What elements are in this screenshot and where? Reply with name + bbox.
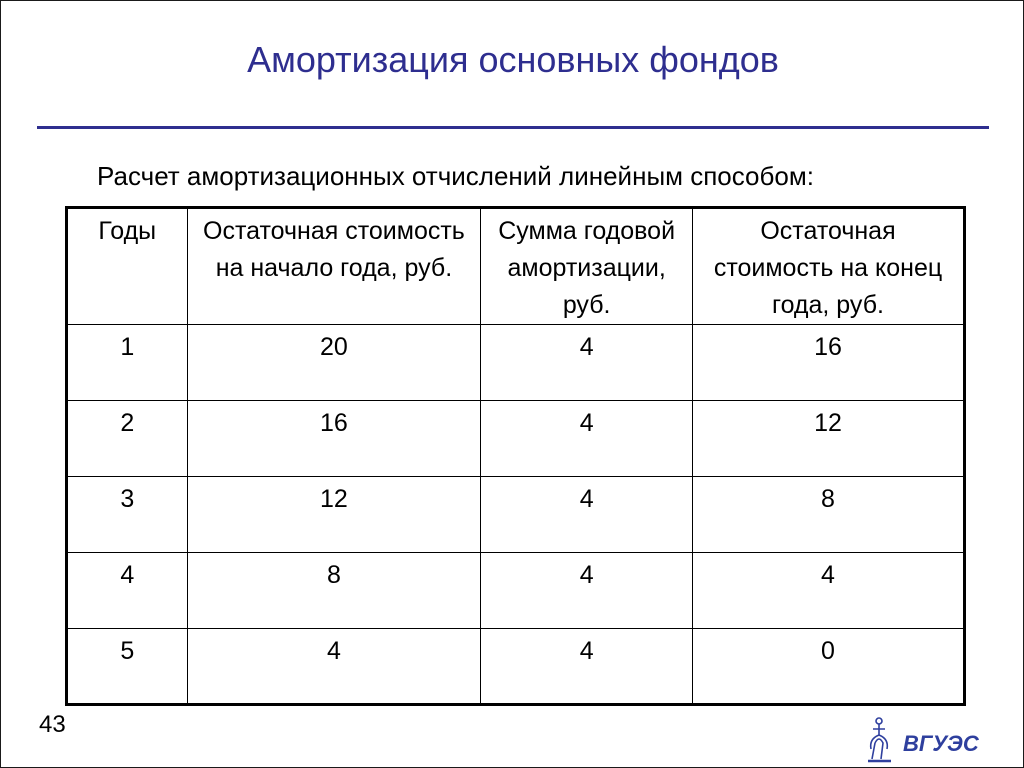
cell-end-value: 8 (692, 477, 964, 553)
cell-annual-depreciation: 4 (481, 477, 693, 553)
table-row (67, 553, 965, 629)
cell-annual-depreciation: 4 (481, 401, 693, 477)
cell-end-value: 0 (692, 629, 964, 705)
table-row (67, 477, 965, 553)
cell-start-value: 8 (187, 553, 481, 629)
vguies-logo (863, 713, 993, 765)
cell-start-value: 16 (187, 401, 481, 477)
cell-annual-depreciation: 4 (481, 553, 693, 629)
table-row (67, 401, 965, 477)
cell-end-value: 12 (692, 401, 964, 477)
cell-year: 5 (67, 629, 188, 705)
cell-end-value: 16 (692, 325, 964, 401)
cell-year: 2 (67, 401, 188, 477)
page-number: 43 (39, 711, 66, 738)
cell-year: 4 (67, 553, 188, 629)
header-annual-depreciation: Сумма годовой амортизации, руб. (481, 208, 693, 325)
university-emblem-icon (868, 718, 891, 761)
title-divider (37, 126, 989, 129)
header-start-value: Остаточная стоимость на начало года, руб. (187, 208, 481, 325)
table-row (67, 629, 965, 705)
depreciation-table (65, 206, 966, 706)
cell-annual-depreciation: 4 (481, 325, 693, 401)
logo-text: ВГУЭС (903, 731, 979, 756)
cell-start-value: 12 (187, 477, 481, 553)
slide-title: Амортизация основных фондов (247, 39, 779, 80)
header-years: Годы (67, 208, 188, 325)
cell-year: 1 (67, 325, 188, 401)
table-header-row (67, 208, 965, 325)
cell-end-value: 4 (692, 553, 964, 629)
cell-start-value: 20 (187, 325, 481, 401)
slide-subtitle: Расчет амортизационных отчислений линейным способом: (97, 161, 814, 191)
cell-year: 3 (67, 477, 188, 553)
cell-start-value: 4 (187, 629, 481, 705)
table-row (67, 325, 965, 401)
cell-annual-depreciation: 4 (481, 629, 693, 705)
header-end-value: Остаточная стоимость на конец года, руб. (692, 208, 964, 325)
